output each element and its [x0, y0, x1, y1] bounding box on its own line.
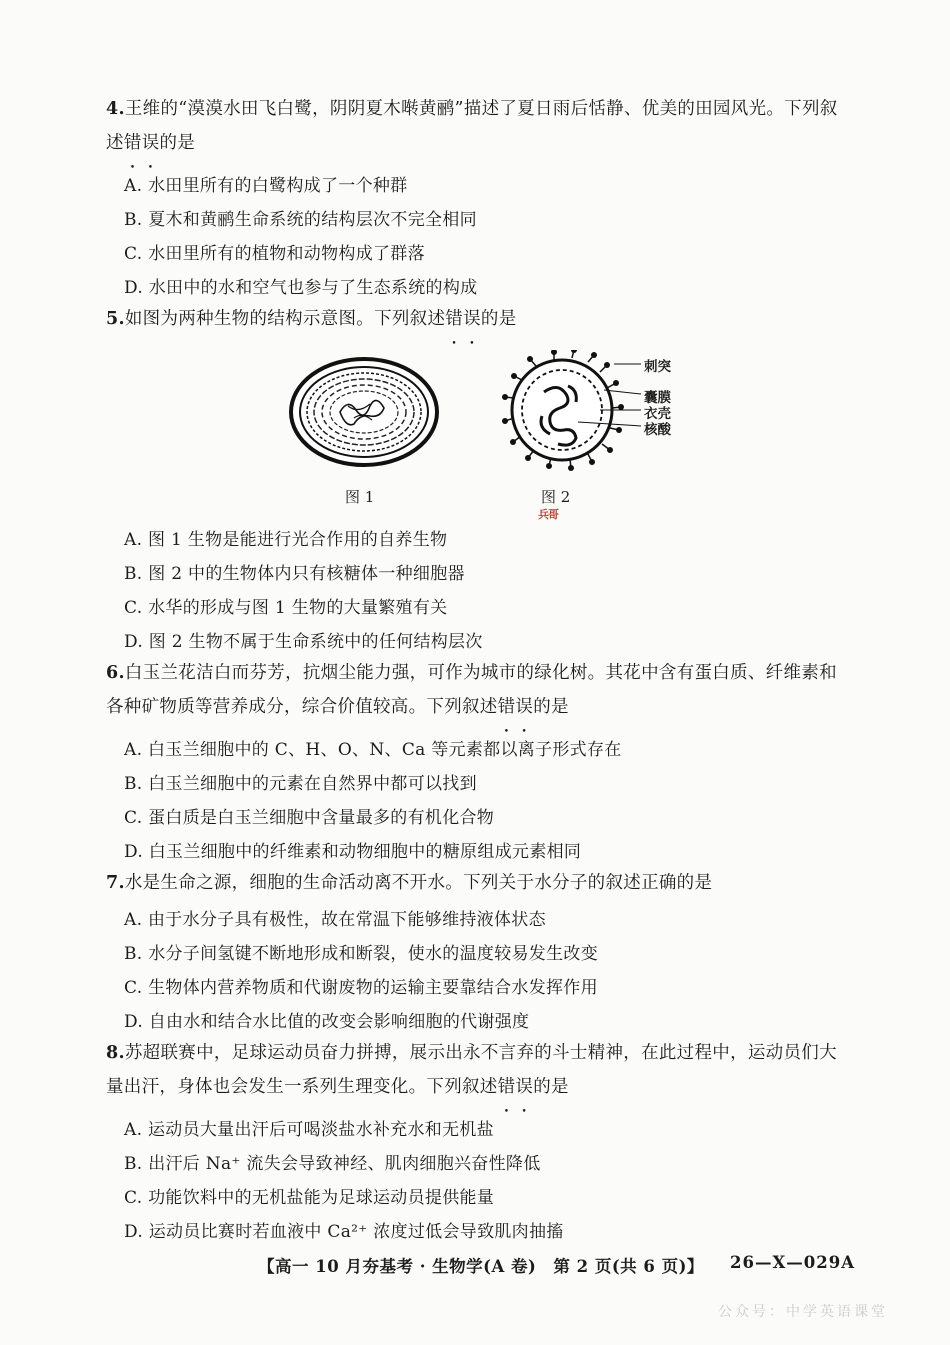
- question-number: 7.: [106, 873, 125, 893]
- option-b: B. 出汗后 Na⁺ 流失会导致神经、肌肉细胞兴奋性降低: [124, 1154, 541, 1174]
- option-d: D. 图 2 生物不属于生命系统中的任何结构层次: [124, 632, 483, 652]
- emphasis-char: 误: [141, 133, 160, 153]
- page-footer: 【高一 10 月夯基考 · 生物学(A 卷) 第 2 页(共 6 页)】: [258, 1257, 704, 1276]
- figure-1-cyanobacterium: [288, 356, 440, 468]
- option-c: C. 蛋白质是白玉兰细胞中含量最多的有机化合物: [124, 808, 495, 828]
- option-b: B. 图 2 中的生物体内只有核糖体一种细胞器: [124, 564, 465, 584]
- figure-2-virus: [494, 350, 654, 480]
- emphasis-char: 错: [497, 1077, 516, 1097]
- option-c: C. 生物体内营养物质和代谢废物的运输主要靠结合水发挥作用: [124, 978, 598, 998]
- label-capsid: 衣壳: [644, 406, 671, 422]
- option-d: D. 白玉兰细胞中的纤维素和动物细胞中的糖原组成元素相同: [124, 842, 582, 862]
- question-6: 6.白玉兰花洁白而芬芳，抗烟尘能力强，可作为城市的绿化树。其花中含有蛋白质、纤维素和各种矿物质等营养成分，综合价值较高。下列叙述错误的是: [106, 656, 854, 724]
- option-c: C. 水华的形成与图 1 生物的大量繁殖有关: [124, 598, 448, 618]
- option-d: D. 水田中的水和空气也参与了生态系统的构成: [124, 278, 478, 298]
- question-stem: 苏超联赛中，足球运动员奋力拼搏，展示出永不言弃的斗士精神，在此过程中，运动员们大量出汗，身体也会发生一系列生理变化。下列叙述: [106, 1043, 837, 1097]
- question-number: 8.: [106, 1043, 125, 1063]
- label-spike: 刺突: [644, 359, 671, 375]
- red-stamp: 兵哥: [538, 508, 558, 521]
- question-8: 8.苏超联赛中，足球运动员奋力拼搏，展示出永不言弃的斗士精神，在此过程中，运动员们大量出汗，身体也会发生一系列生理变化。下列叙述错误的是: [106, 1036, 854, 1104]
- question-4: 4.王维的“漠漠水田飞白鹭，阴阴夏木啭黄鹂”描述了夏日雨后恬静、优美的田园风光。下列叙述错误的是: [106, 92, 854, 160]
- option-c: C. 功能饮料中的无机盐能为足球运动员提供能量: [124, 1188, 495, 1208]
- option-b: B. 水分子间氢键不断地形成和断裂，使水的温度较易发生改变: [124, 944, 598, 964]
- emphasis-char: 错: [123, 133, 142, 153]
- question-number: 4.: [106, 99, 125, 119]
- question-stem: 王维的“漠漠水田飞白鹭，阴阴夏木啭黄鹂”描述了夏日雨后恬静、优美的田园风光。下列叙述: [106, 99, 838, 153]
- question-5: 5.如图为两种生物的结构示意图。下列叙述错误的是: [106, 302, 854, 336]
- question-stem: 水是生命之源，细胞的生命活动离不开水。下列关于水分子的叙述正确的是: [124, 873, 713, 893]
- question-number: 6.: [106, 663, 125, 683]
- emphasis-char: 误: [515, 697, 534, 717]
- label-envelope: 囊膜: [644, 390, 671, 406]
- exam-code: 26—X—029A: [730, 1253, 856, 1272]
- option-a: A. 运动员大量出汗后可喝淡盐水补充水和无机盐: [124, 1120, 494, 1140]
- emphasis-char: 错: [445, 309, 464, 329]
- emphasis-char: 错: [497, 697, 516, 717]
- option-a: A. 水田里所有的白鹭构成了一个种群: [124, 176, 408, 196]
- question-7: [106, 866, 854, 900]
- question-stem: 如图为两种生物的结构示意图。下列叙述: [124, 309, 446, 329]
- option-c: C. 水田里所有的植物和动物构成了群落: [124, 244, 425, 264]
- option-b: B. 夏木和黄鹂生命系统的结构层次不完全相同: [124, 210, 477, 230]
- emphasis-char: 误: [463, 309, 481, 329]
- label-nucleic-acid: 核酸: [644, 422, 671, 438]
- option-d: D. 运动员比赛时若血液中 Ca²⁺ 浓度过低会导致肌肉抽搐: [124, 1222, 564, 1242]
- watermark: 公众号：中学英语课堂: [718, 1304, 888, 1320]
- option-a: A. 图 1 生物是能进行光合作用的自养生物: [124, 530, 448, 550]
- option-d: D. 自由水和结合水比值的改变会影响细胞的代谢强度: [124, 1012, 530, 1032]
- option-a: A. 白玉兰细胞中的 C、H、O、N、Ca 等元素都以离子形式存在: [124, 740, 622, 760]
- emphasis-char: 误: [515, 1077, 534, 1097]
- option-a: A. 由于水分子具有极性，故在常温下能够维持液体状态: [124, 910, 546, 930]
- option-b: B. 白玉兰细胞中的元素在自然界中都可以找到: [124, 774, 477, 794]
- question-number: 5.: [106, 309, 125, 329]
- figure-1-caption: 图 1: [345, 488, 375, 506]
- question-stem: 白玉兰花洁白而芬芳，抗烟尘能力强，可作为城市的绿化树。其花中含有蛋白质、纤维素和各种矿物质等营养成分，综合价值较高。下列叙述: [106, 663, 837, 717]
- figure-2-caption: 图 2: [541, 488, 571, 506]
